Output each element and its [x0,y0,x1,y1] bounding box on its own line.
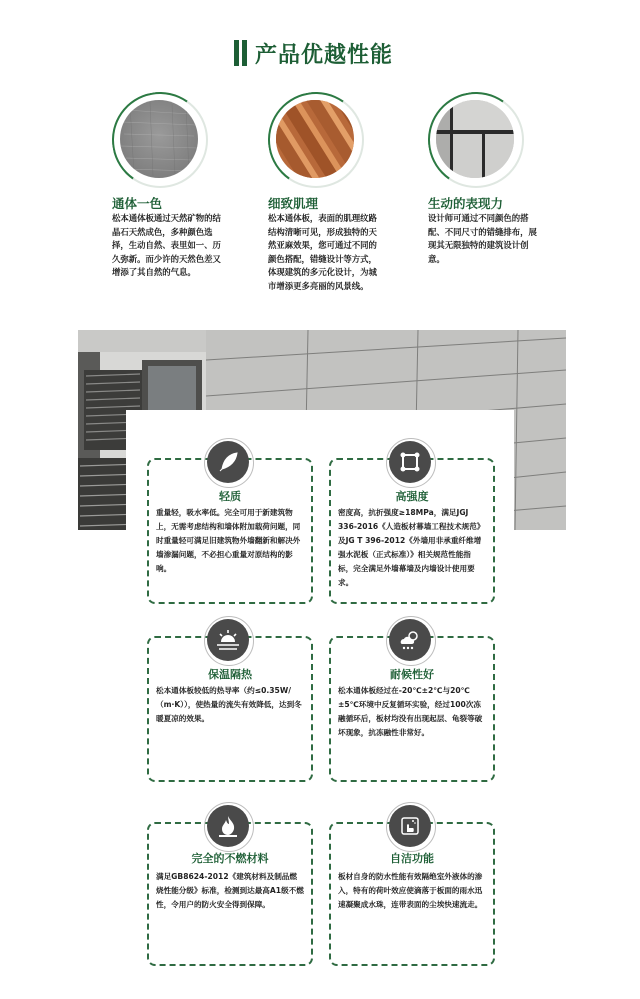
card-title: 完全的不燃材料 [191,852,269,865]
card-title: 自洁功能 [390,852,434,865]
card-lightweight [147,458,313,604]
feature-description: 松本通体板，表面的肌理纹路结构清晰可见，形成独特的天然亚麻效果，您可通过不同的颜色搭配，错缝设计等方式，体现建筑的多元化设计，为城市增添更多亮丽的风景线。 [268,213,377,291]
feather-icon [207,441,249,483]
self-clean-hand-icon [389,805,431,847]
card-title: 高强度 [395,490,429,503]
feature-title: 生动的表现力 [428,196,504,211]
header-bars-icon [234,40,247,66]
feature-title: 通体一色 [112,196,163,211]
card-description: 密度高，抗折强度≥18MPa，满足JGJ 336-2016《人造板材幕墙工程技术规范》及JG T 396-2012《外墙用非承重纤维增强水泥板（正式标准）》相关规范性能指标，完全满足外墙幕墙及内墙设计使用要求。 [338,508,485,587]
wood-grain-texture-image [276,100,354,178]
feature-title: 细致肌理 [268,196,319,211]
fire-icon [207,805,249,847]
gray-stone-texture-image [120,100,198,178]
weather-icon [389,619,431,661]
card-description: 松本通体板经过在-20℃±2℃与20℃±5℃环境中反复循环实验，经过100次冻融循环后，板材均没有出现起层、龟裂等破坏现象，抗冻融性非常好。 [338,686,483,737]
sun-insulation-icon [207,619,249,661]
section-header [234,38,393,68]
card-weather-resistance [329,636,495,782]
card-title: 轻质 [219,490,241,503]
card-description: 满足GB8624-2012《建筑材料及制品燃烧性能分级》标准，检测到达最高A1级不燃性，令用户的防火安全得到保障。 [156,872,304,909]
card-title: 保温隔热 [208,668,252,681]
panel-grid-texture-image [436,100,514,178]
strength-frame-icon [389,441,431,483]
card-insulation [147,636,313,782]
card-description: 松本通体板较低的热导率（约≤0.35W/（m·K）），使热量的流失有效降低，达到冬暖夏凉的效果。 [156,686,302,723]
card-high-strength [329,458,495,604]
card-self-cleaning [329,822,495,966]
card-description: 板材自身的防水性能有效隔绝室外液体的渗入，特有的荷叶效应使滴落于板面的雨水迅速凝聚成水珠，连带表面的尘埃快速流走。 [338,872,483,909]
card-title: 耐候性好 [390,668,434,681]
feature-description: 设计师可通过不同颜色的搭配、不同尺寸的错缝排布，展现其无限独特的建筑设计创意。 [428,213,537,264]
card-non-combustible [147,822,313,966]
page-title: 产品优越性能 [255,41,394,68]
card-description: 重量轻，吸水率低。完全可用于新建筑物上，无需考虑结构和墙体附加载荷问题，同时重量轻可满足旧建筑物外墙翻新和解决外墙渗漏问题，不必担心重量对原结构的影响。 [156,508,301,573]
feature-description: 松本通体板通过天然矿物的结晶石天然成色，多种颜色选择，生动自然、表里如一、历久弥新。而少许的天然色差又增添了其自然的气息。 [112,213,221,278]
